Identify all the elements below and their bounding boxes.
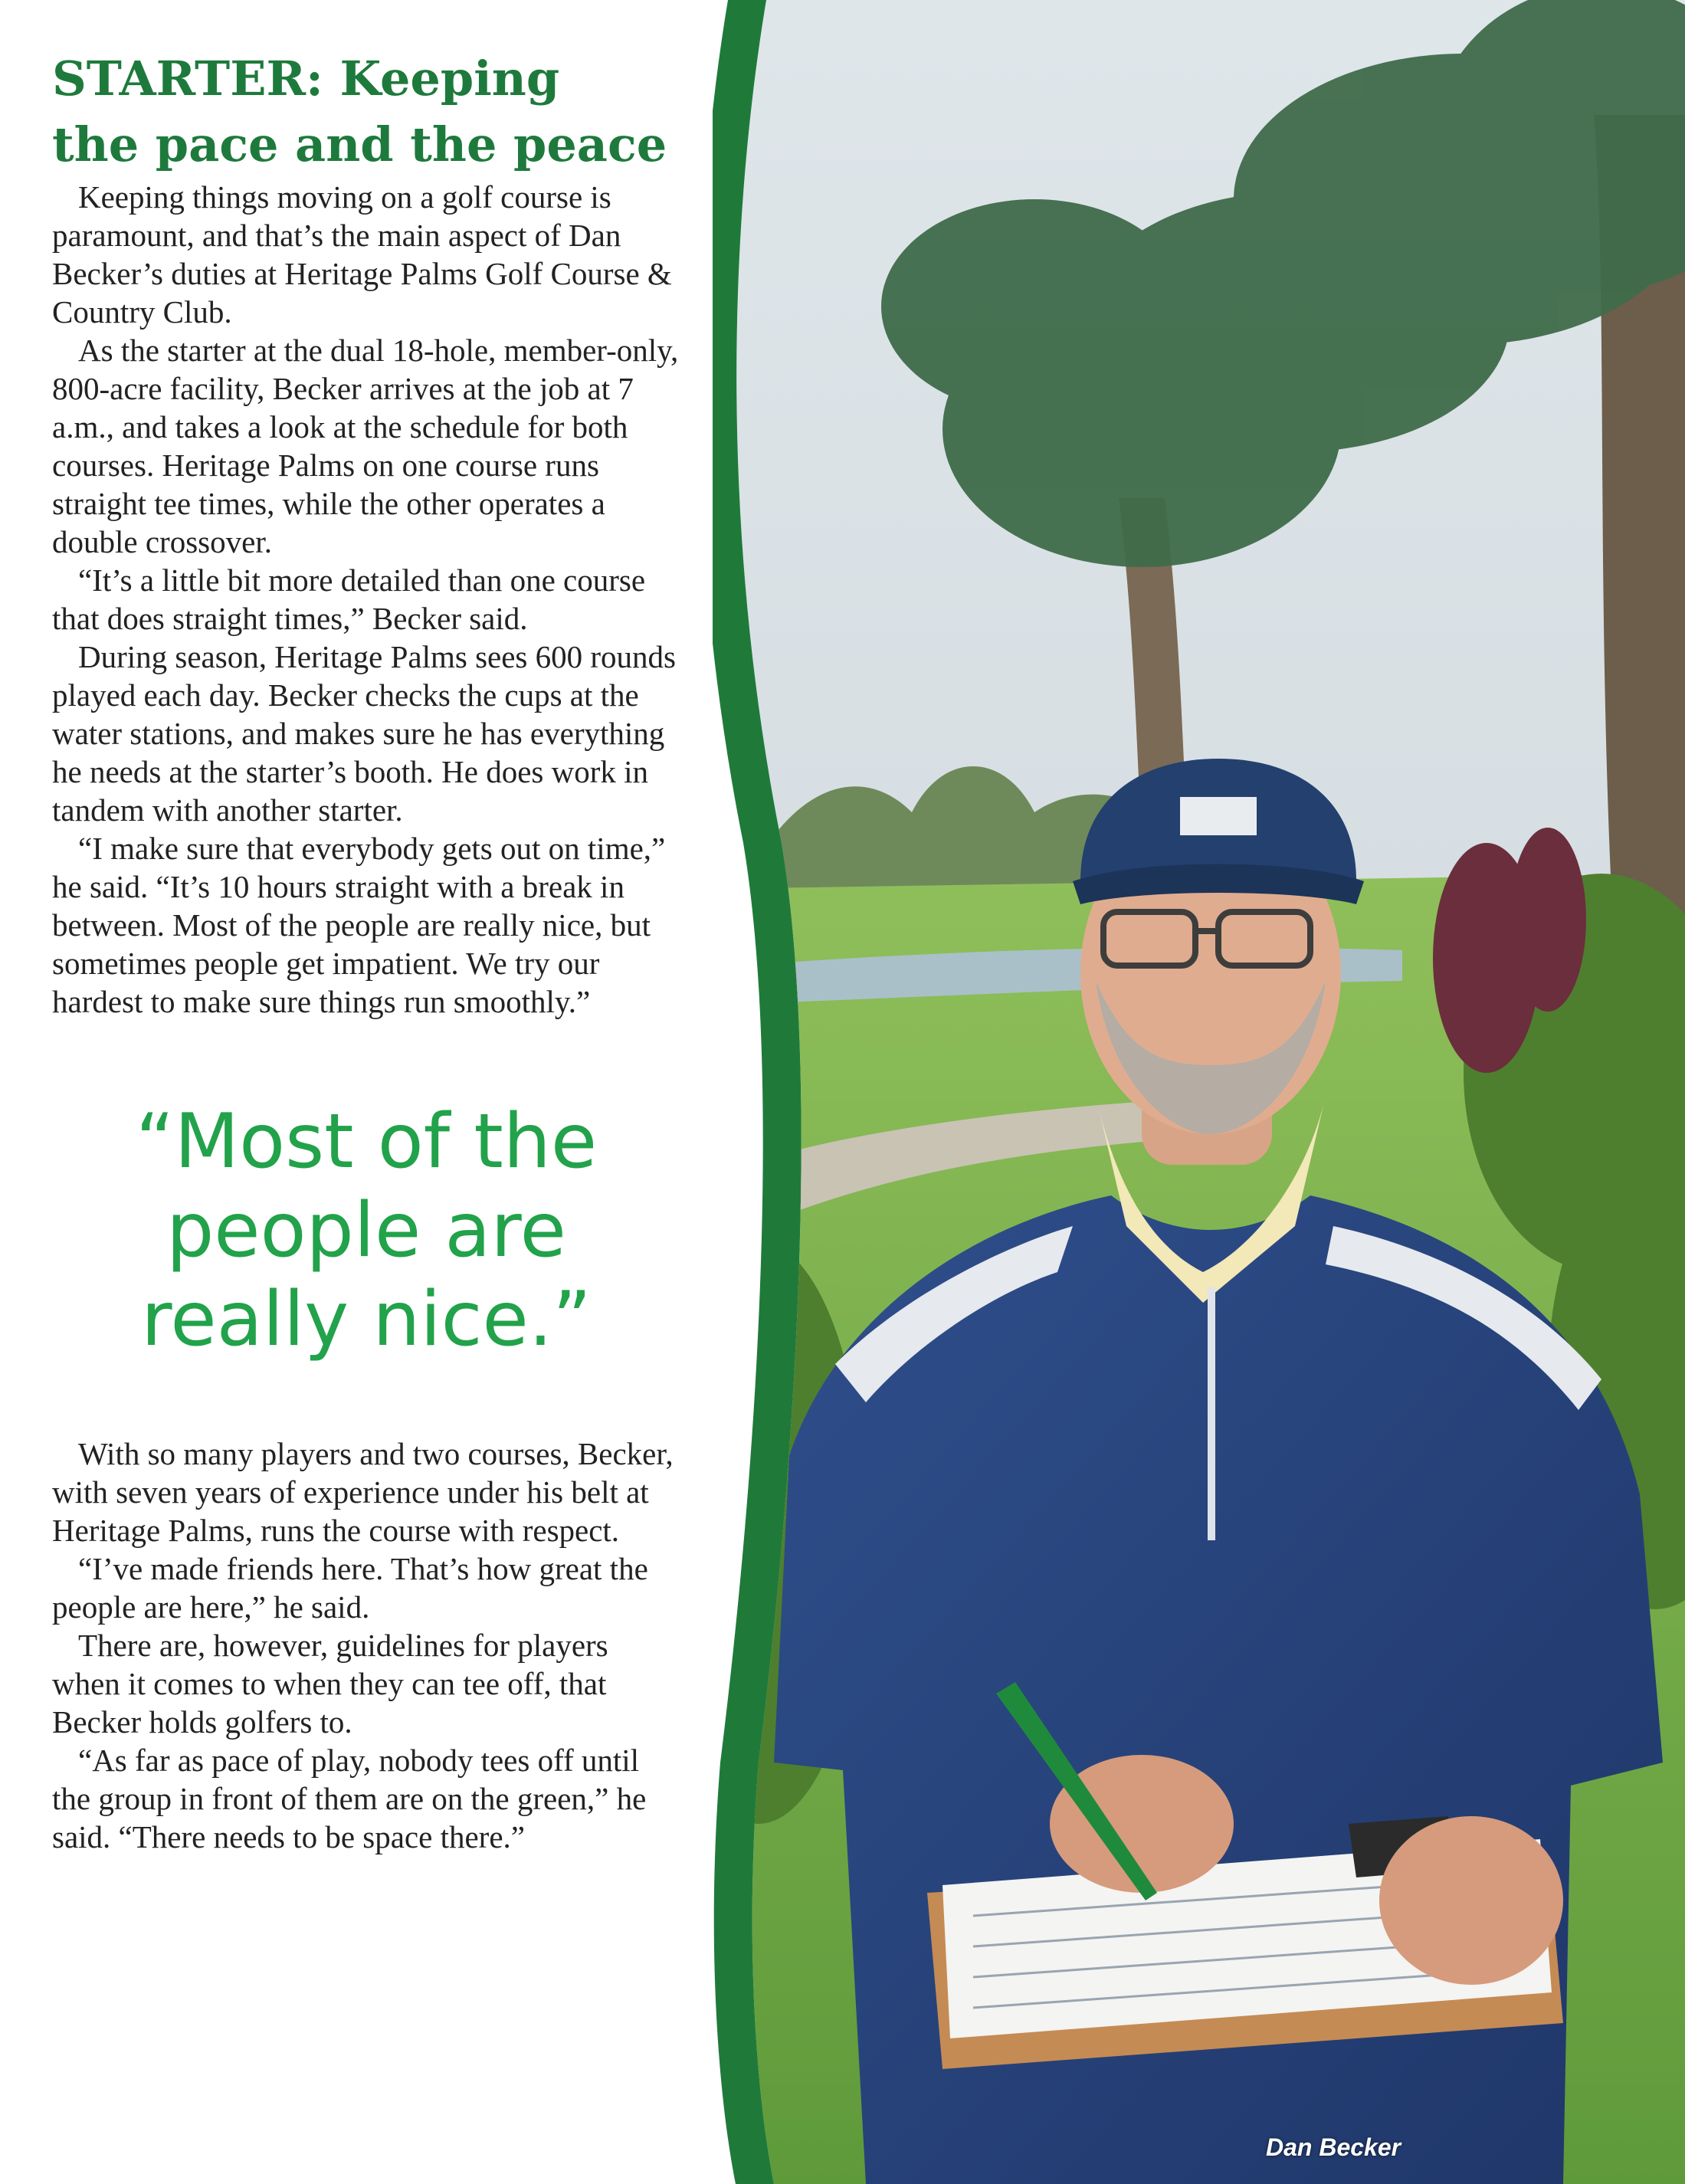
paragraph: During season, Heritage Palms sees 600 rounds played each day. Becker checks the cups at the water stations, and makes sure he has everything he needs at the starter’s booth. He does work in tandem with another starter. [52,639,677,828]
body-text-top [52,178,680,1021]
paragraph: “I’ve made friends here. That’s how great the people are here,” he said. [52,1551,648,1625]
paragraph: As the starter at the dual 18-hole, member-only, 800-acre facility, Becker arrives at the job at 7 a.m., and takes a look at the schedule for both courses. Heritage Palms on one course runs straight tee times, while the other operates a double crossover. [52,333,679,559]
article-headline [52,46,680,178]
paragraph: “As far as pace of play, nobody tees off until the group in front of them are on the green,” he said. “There needs to be space there.” [52,1743,647,1854]
paragraph: With so many players and two courses, Becker, with seven years of experience under his belt at Heritage Palms, runs the course with respect. [52,1436,674,1548]
paragraph: “I make sure that everybody gets out on time,” he said. “It’s 10 hours straight with a break in between. Most of the people are really nice, but sometimes people get impatient. We try our hardest to make sure things run smoothly.” [52,831,666,1019]
pull-quote: “Most of the people are really nice.” [135,1098,598,1363]
headline-line-2: the pace and the peace [52,116,667,172]
headline-line-1: STARTER: Keeping [52,51,560,107]
body-text-bottom [52,1435,680,1856]
paragraph: There are, however, guidelines for players when it comes to when they can tee off, that Becker holds golfers to. [52,1628,608,1740]
paragraph: Keeping things moving on a golf course is paramount, and that’s the main aspect of Dan Becker’s duties at Heritage Palms Golf Course & Country Club. [52,179,672,330]
paragraph: “It’s a little bit more detailed than one course that does straight times,” Becker said. [52,562,646,636]
article-column [52,46,680,1856]
portrait-photo [713,0,1685,2184]
photo-caption: Dan Becker [1266,2133,1401,2161]
